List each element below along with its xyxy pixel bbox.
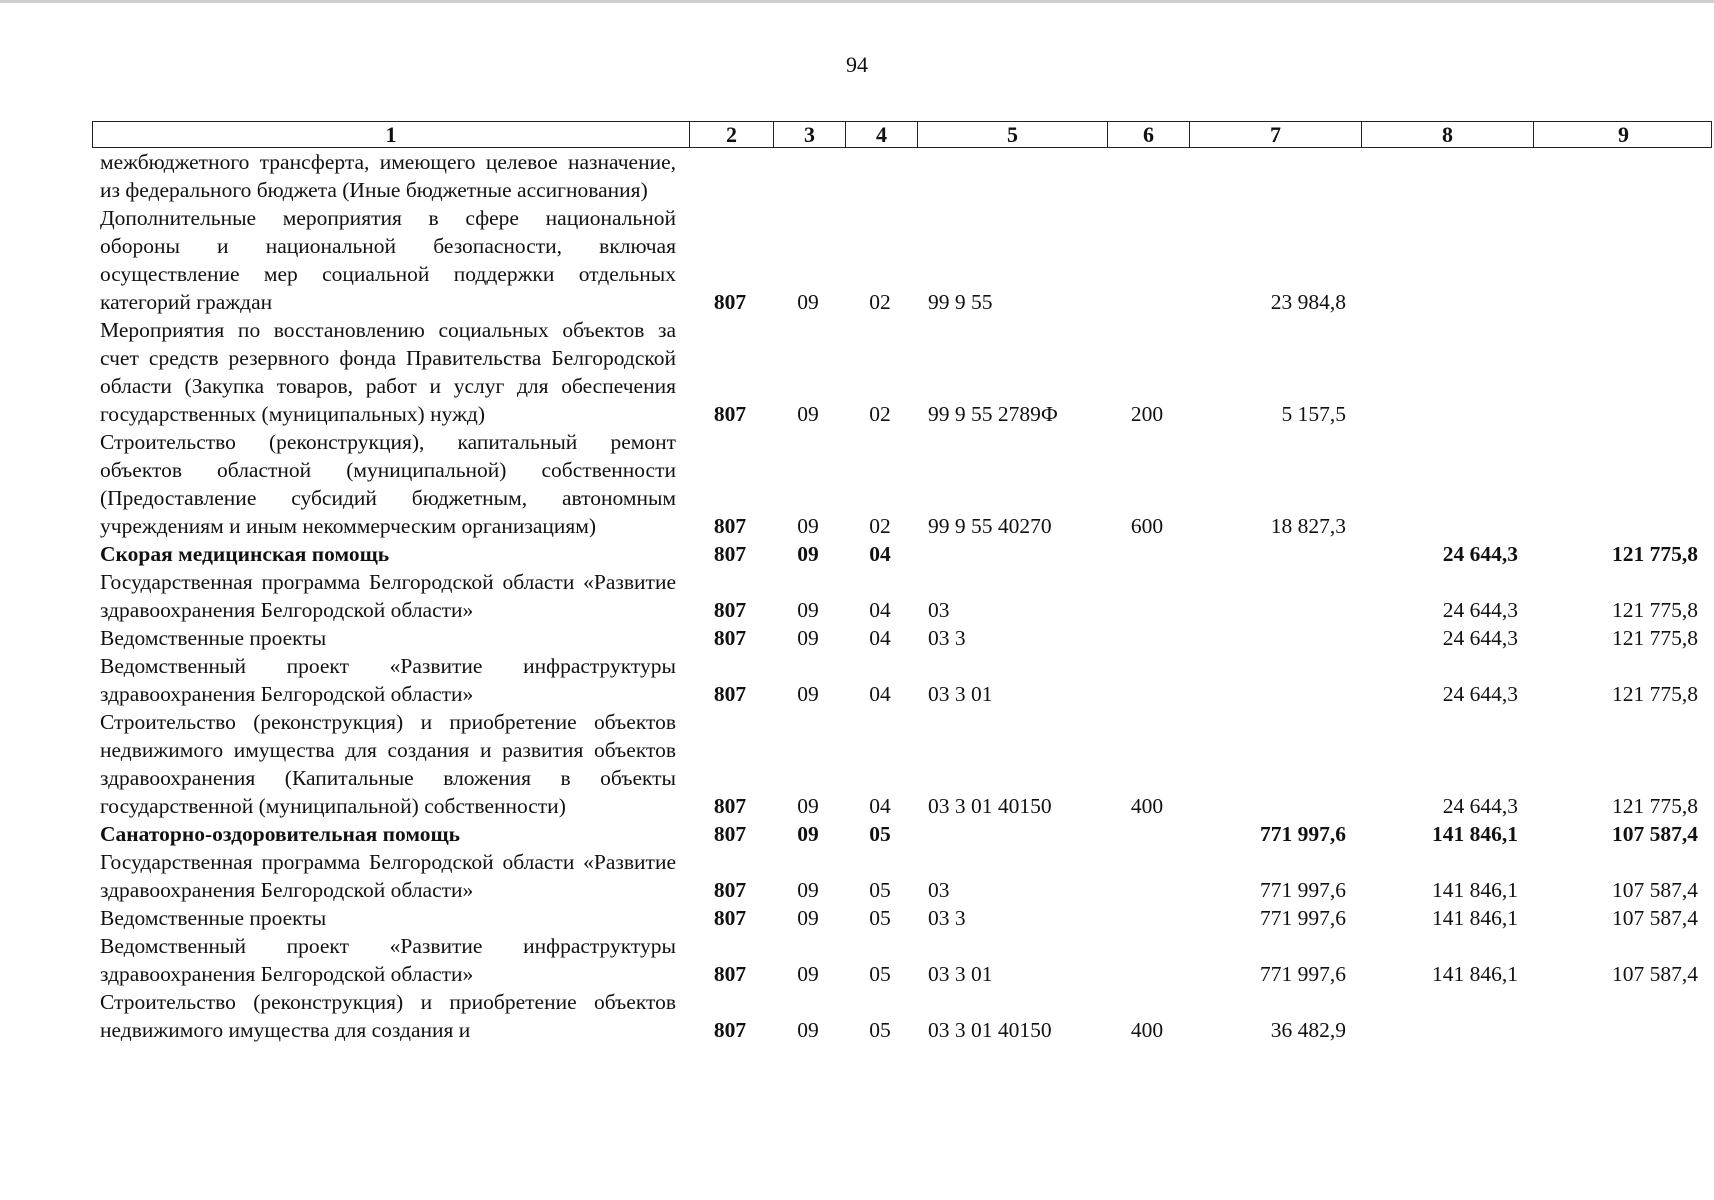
- row-name: Ведомственный проект «Развитие инфраструктуры здравоохранения Белгородской области»: [100, 934, 676, 986]
- row-target-article: 03 3 01 40150: [928, 1018, 1052, 1042]
- row-section-code: 09: [797, 402, 819, 426]
- row-amount-col7: 18 827,3: [1270, 514, 1346, 538]
- table-row: [92, 624, 1712, 652]
- row-amount-col9: 121 775,8: [1612, 682, 1698, 706]
- table-row: [92, 428, 1712, 540]
- row-amount-col8: 141 846,1: [1432, 962, 1518, 986]
- row-name: Ведомственные проекты: [100, 906, 327, 930]
- row-grbs-code: 807: [713, 542, 747, 566]
- page-number: 94: [846, 52, 868, 77]
- row-amount-col8: 141 846,1: [1432, 906, 1518, 930]
- row-subsection-code: 02: [869, 402, 891, 426]
- table-row: [92, 708, 1712, 820]
- row-section-code: 09: [797, 878, 819, 902]
- row-amount-col8: 24 644,3: [1442, 542, 1518, 566]
- row-subsection-code: 05: [869, 822, 891, 846]
- row-subsection-code: 05: [869, 1018, 891, 1042]
- row-section-code: 09: [797, 822, 819, 846]
- row-expense-type: 400: [1130, 1018, 1164, 1042]
- row-target-article: 99 9 55 2789Ф: [928, 402, 1058, 426]
- row-expense-type: 200: [1130, 402, 1164, 426]
- row-grbs-code: 807: [713, 822, 747, 846]
- row-grbs-code: 807: [713, 878, 747, 902]
- table-row: [92, 540, 1712, 568]
- row-amount-col7: 23 984,8: [1270, 290, 1346, 314]
- header-col-7: 7: [1189, 122, 1361, 147]
- row-grbs-code: 807: [713, 682, 747, 706]
- row-amount-col8: 24 644,3: [1442, 682, 1518, 706]
- row-subsection-code: 04: [869, 794, 891, 818]
- row-name: Государственная программа Белгородской области «Развитие здравоохранения Белгородской области»: [100, 570, 676, 622]
- row-grbs-code: 807: [713, 598, 747, 622]
- row-subsection-code: 04: [869, 682, 891, 706]
- table-row: [92, 988, 1712, 1044]
- row-name: Строительство (реконструкция) и приобретение объектов недвижимого имущества для создания и развития объектов здравоохранения (Капитальные вложения в объекты государственной (муниципальной) собственности): [100, 710, 676, 818]
- row-name: Ведомственный проект «Развитие инфраструктуры здравоохранения Белгородской области»: [100, 654, 676, 706]
- row-subsection-code: 02: [869, 514, 891, 538]
- header-col-4: 4: [845, 122, 917, 147]
- row-name: Государственная программа Белгородской области «Развитие здравоохранения Белгородской области»: [100, 850, 676, 902]
- row-amount-col8: 141 846,1: [1432, 878, 1518, 902]
- header-col-3: 3: [773, 122, 845, 147]
- header-col-9: 9: [1533, 122, 1713, 147]
- row-amount-col8: 24 644,3: [1442, 794, 1518, 818]
- row-name: Дополнительные мероприятия в сфере национальной обороны и национальной безопасности, включая осуществление мер социальной поддержки отдельных категорий граждан: [100, 206, 676, 314]
- row-name: Санаторно-оздоровительная помощь: [100, 822, 460, 846]
- table-row: [92, 148, 1712, 204]
- row-grbs-code: 807: [713, 402, 747, 426]
- row-amount-col7: 5 157,5: [1281, 402, 1346, 426]
- row-grbs-code: 807: [713, 290, 747, 314]
- row-section-code: 09: [797, 598, 819, 622]
- row-subsection-code: 05: [869, 962, 891, 986]
- row-amount-col9: 107 587,4: [1612, 906, 1698, 930]
- row-section-code: 09: [797, 962, 819, 986]
- row-subsection-code: 04: [869, 626, 891, 650]
- row-amount-col9: 121 775,8: [1612, 542, 1698, 566]
- row-section-code: 09: [797, 906, 819, 930]
- row-grbs-code: 807: [713, 962, 747, 986]
- row-name: Строительство (реконструкция) и приобретение объектов недвижимого имущества для создания и: [100, 990, 676, 1042]
- row-target-article: 03 3: [928, 626, 966, 650]
- scan-top-edge: [0, 0, 1714, 3]
- row-grbs-code: 807: [713, 514, 747, 538]
- row-target-article: 99 9 55: [928, 290, 993, 314]
- table-row: [92, 932, 1712, 988]
- header-col-1: 1: [385, 122, 397, 147]
- table-row: [92, 848, 1712, 904]
- row-grbs-code: 807: [713, 794, 747, 818]
- row-target-article: 03 3 01 40150: [928, 794, 1052, 818]
- row-subsection-code: 04: [869, 598, 891, 622]
- row-amount-col9: 107 587,4: [1612, 822, 1698, 846]
- row-subsection-code: 05: [869, 906, 891, 930]
- row-target-article: 03: [928, 878, 950, 902]
- row-subsection-code: 04: [869, 542, 891, 566]
- row-section-code: 09: [797, 794, 819, 818]
- row-name: Строительство (реконструкция), капитальный ремонт объектов областной (муниципальной) собственности (Предоставление субсидий бюджетным, автономным учреждениям и иным некоммерческим организациям): [100, 430, 676, 538]
- row-grbs-code: 807: [713, 1018, 747, 1042]
- row-amount-col8: 24 644,3: [1442, 626, 1518, 650]
- table-row: [92, 820, 1712, 848]
- table-row: [92, 568, 1712, 624]
- row-amount-col9: 107 587,4: [1612, 962, 1698, 986]
- table-header: [92, 121, 1712, 148]
- header-col-8: 8: [1361, 122, 1533, 147]
- header-col-6: 6: [1107, 122, 1189, 147]
- row-amount-col8: 141 846,1: [1432, 822, 1518, 846]
- row-amount-col7: 36 482,9: [1270, 1018, 1346, 1042]
- table-row: [92, 652, 1712, 708]
- table-row: [92, 904, 1712, 932]
- row-section-code: 09: [797, 290, 819, 314]
- row-expense-type: 400: [1130, 794, 1164, 818]
- budget-table: [92, 121, 1712, 1044]
- row-amount-col9: 121 775,8: [1612, 794, 1698, 818]
- row-amount-col9: 121 775,8: [1612, 626, 1698, 650]
- row-section-code: 09: [797, 626, 819, 650]
- row-subsection-code: 02: [869, 290, 891, 314]
- row-subsection-code: 05: [869, 878, 891, 902]
- header-col-5: 5: [917, 122, 1107, 147]
- table-row: [92, 204, 1712, 316]
- row-expense-type: 600: [1130, 514, 1164, 538]
- row-section-code: 09: [797, 682, 819, 706]
- row-name: Скорая медицинская помощь: [100, 542, 390, 566]
- row-amount-col8: 24 644,3: [1442, 598, 1518, 622]
- row-section-code: 09: [797, 1018, 819, 1042]
- row-target-article: 03 3 01: [928, 682, 993, 706]
- header-col-2: 2: [689, 122, 773, 147]
- row-amount-col9: 121 775,8: [1612, 598, 1698, 622]
- row-name: межбюджетного трансферта, имеющего целевое назначение, из федерального бюджета (Иные бюджетные ассигнования): [100, 150, 676, 202]
- row-amount-col7: 771 997,6: [1260, 878, 1346, 902]
- row-target-article: 99 9 55 40270: [928, 514, 1052, 538]
- row-amount-col9: 107 587,4: [1612, 878, 1698, 902]
- row-target-article: 03 3: [928, 906, 966, 930]
- table-body: [92, 148, 1712, 1044]
- row-amount-col7: 771 997,6: [1260, 906, 1346, 930]
- row-grbs-code: 807: [713, 626, 747, 650]
- row-name: Мероприятия по восстановлению социальных объектов за счет средств резервного фонда Правительства Белгородской области (Закупка товаров, работ и услуг для обеспечения государственных (муниципальных) нужд): [100, 318, 676, 426]
- row-amount-col7: 771 997,6: [1260, 962, 1346, 986]
- row-section-code: 09: [797, 542, 819, 566]
- row-target-article: 03 3 01: [928, 962, 993, 986]
- table-row: [92, 316, 1712, 428]
- row-amount-col7: 771 997,6: [1260, 822, 1346, 846]
- row-grbs-code: 807: [713, 906, 747, 930]
- row-name: Ведомственные проекты: [100, 626, 327, 650]
- row-section-code: 09: [797, 514, 819, 538]
- row-target-article: 03: [928, 598, 950, 622]
